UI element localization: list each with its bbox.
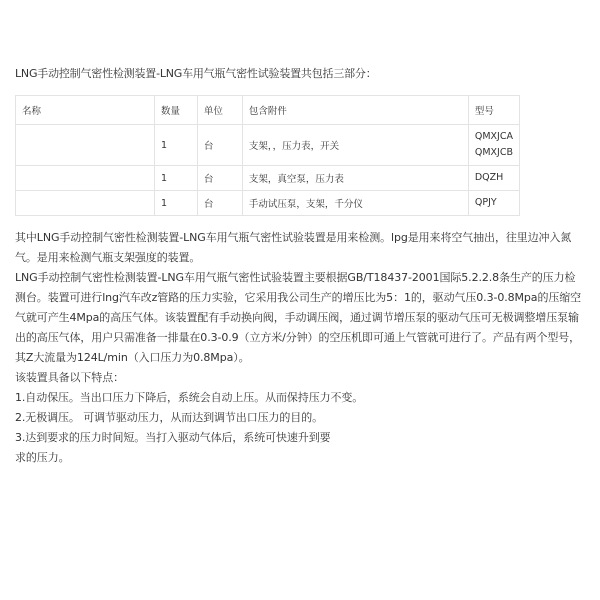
cell-model	[468, 125, 519, 166]
table-row	[16, 125, 520, 166]
model-code: QMXJCA	[474, 131, 513, 142]
features-heading: 该装置具备以下特点：	[15, 371, 124, 384]
model-code: DQZH	[474, 172, 504, 183]
cell-qty: 1	[154, 125, 197, 166]
feature-item: 3.达到要求的压力时间短。当打入驱动气体后，系统可快速升到要	[15, 431, 331, 444]
cell-qty: 1	[154, 166, 197, 191]
feature-item-continued: 求的压力。	[15, 451, 70, 464]
feature-item: 1.自动保压。当出口压力下降后，系统会自动上压。从而保持压力不变。	[15, 391, 364, 404]
cell-model	[468, 166, 519, 191]
model-code: QPJY	[474, 197, 497, 208]
table-header-row	[16, 96, 520, 125]
table-row	[16, 191, 520, 216]
spec-table	[15, 95, 520, 216]
cell-accessories: 支架，，压力表，开关	[242, 125, 468, 166]
model-code: QMXJCB	[474, 147, 513, 158]
table-row	[16, 166, 520, 191]
intro-text: LNG手动控制气密性检测装置-LNG车用气瓶气密性试验装置共包括三部分：	[15, 67, 377, 80]
cell-unit: 台	[197, 166, 242, 191]
header-unit: 单位	[197, 96, 242, 125]
feature-item: 2.无极调压。 可调节驱动压力，从而达到调节出口压力的目的。	[15, 411, 323, 424]
cell-accessories: 手动试压泵，支架，千分仪	[242, 191, 468, 216]
paragraph-details: LNG手动控制气密性检测装置-LNG车用气瓶气密性试验装置主要根据GB/T18437-2001国际5.2.2.8条生产的压力检测台。装置可进行lng汽车改z管路的压力实验，它采用我公司生产的增压比为5：1的，驱动气压0.3-0.8Mpa的压缩空气就可产生4Mpa的高压气体。该装置配有手动换向阀，手动调压阀，通过调节增压泵的驱动气压可无极调整增压泵输出的高压气体，用户只需准备一排量在0.3-0.9（立方米/分钟）的空压机即可通上气管就可进行了。产品有两个型号，其Z大流量为124L/min（入口压力为0.8Mpa）。	[15, 271, 582, 364]
cell-qty: 1	[154, 191, 197, 216]
paragraph-purpose: 其中LNG手动控制气密性检测装置-LNG车用气瓶气密性试验装置是用来检测。lpg是用来将空气抽出，往里边冲入氮气。是用来检测气瓶支架强度的装置。	[15, 231, 572, 264]
cell-unit: 台	[197, 191, 242, 216]
cell-name	[16, 125, 155, 166]
header-model: 型号	[468, 96, 519, 125]
cell-name	[16, 166, 155, 191]
cell-accessories: 支架，真空泵，压力表	[242, 166, 468, 191]
header-name: 名称	[16, 96, 155, 125]
description-body	[15, 228, 585, 468]
header-accessories: 包含附件	[242, 96, 468, 125]
cell-unit: 台	[197, 125, 242, 166]
cell-model	[468, 191, 519, 216]
cell-name	[16, 191, 155, 216]
header-qty: 数量	[154, 96, 197, 125]
